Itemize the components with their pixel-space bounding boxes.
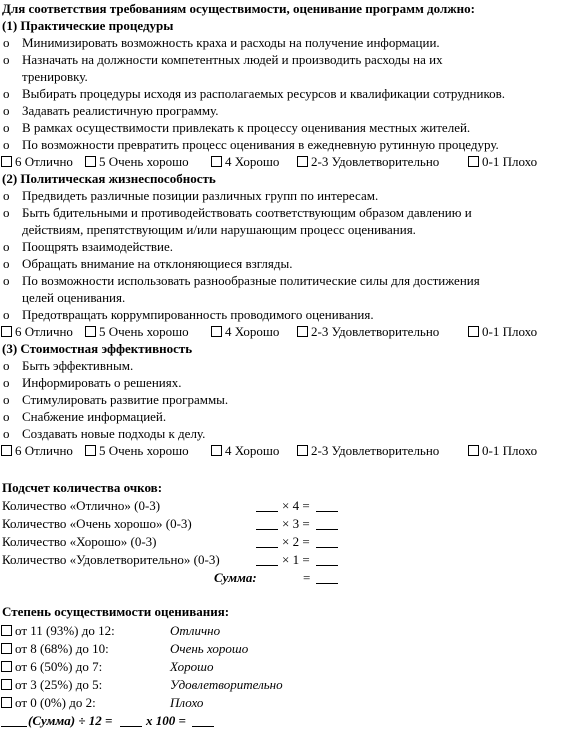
bullet-icon: o bbox=[3, 103, 10, 118]
scoring-label: Количество «Хорошо» (0-3) bbox=[2, 534, 157, 549]
rating-option-label: 2-3 Удовлетворительно bbox=[311, 443, 440, 458]
scoring-label: Количество «Отлично» (0-3) bbox=[2, 498, 161, 513]
formula-blank[interactable] bbox=[120, 714, 142, 727]
checkbox-icon[interactable] bbox=[1, 697, 12, 708]
rating-option-label: 4 Хорошо bbox=[225, 443, 280, 458]
degree-range: от 6 (50%) до 7: bbox=[15, 659, 103, 674]
rating-option-label: 6 Отлично bbox=[15, 443, 73, 458]
checkbox-icon[interactable] bbox=[85, 445, 96, 456]
list-item: Минимизировать возможность краха и расходы на получение информации. bbox=[22, 35, 440, 50]
bullet-icon: o bbox=[3, 426, 10, 441]
rating-option-label: 6 Отлично bbox=[15, 154, 73, 169]
bullet-icon: o bbox=[3, 52, 10, 67]
degree-row[interactable] bbox=[1, 695, 96, 711]
count-blank[interactable] bbox=[256, 535, 278, 548]
rating-option-label: 5 Очень хорошо bbox=[99, 443, 189, 458]
checkbox-icon[interactable] bbox=[211, 326, 222, 337]
rating-option-label: 0-1 Плохо bbox=[482, 324, 538, 339]
count-blank[interactable] bbox=[256, 499, 278, 512]
bullet-icon: o bbox=[3, 307, 10, 322]
rating-option-label: 2-3 Удовлетворительно bbox=[311, 324, 440, 339]
checkbox-icon[interactable] bbox=[1, 643, 12, 654]
rating-option[interactable] bbox=[1, 443, 73, 459]
rating-option-label: 5 Очень хорошо bbox=[99, 324, 189, 339]
checkbox-icon[interactable] bbox=[85, 326, 96, 337]
checkbox-icon[interactable] bbox=[297, 326, 308, 337]
multiplier: × 2 = bbox=[282, 534, 310, 549]
score-blank[interactable] bbox=[316, 553, 338, 566]
list-item: Снабжение информацией. bbox=[22, 409, 167, 424]
score-blank[interactable] bbox=[316, 535, 338, 548]
list-item: Создавать новые подходы к делу. bbox=[22, 426, 206, 441]
rating-option[interactable] bbox=[468, 443, 537, 459]
section-heading: (2) Политическая жизнеспособность bbox=[2, 171, 216, 186]
rating-option-label: 2-3 Удовлетворительно bbox=[311, 154, 440, 169]
list-item: Назначать на должности компетентных людей и производить расходы на их bbox=[22, 52, 443, 67]
rating-option-label: 0-1 Плохо bbox=[482, 154, 538, 169]
degree-row[interactable] bbox=[1, 659, 102, 675]
checkbox-icon[interactable] bbox=[468, 326, 479, 337]
degree-row[interactable] bbox=[1, 677, 102, 693]
degree-grade: Отлично bbox=[170, 623, 221, 638]
formula-text: x 100 = bbox=[146, 713, 186, 728]
multiplier: × 4 = bbox=[282, 498, 310, 513]
rating-option[interactable] bbox=[297, 324, 439, 340]
count-blank[interactable] bbox=[256, 517, 278, 530]
checkbox-icon[interactable] bbox=[1, 445, 12, 456]
bullet-icon: o bbox=[3, 375, 10, 390]
rating-option[interactable] bbox=[1, 324, 73, 340]
score-blank[interactable] bbox=[316, 517, 338, 530]
degree-heading: Степень осуществимости оценивания: bbox=[2, 604, 230, 619]
rating-option-label: 0-1 Плохо bbox=[482, 443, 538, 458]
formula-blank[interactable] bbox=[1, 714, 27, 727]
bullet-icon: o bbox=[3, 137, 10, 152]
rating-option[interactable] bbox=[468, 324, 537, 340]
degree-range: от 0 (0%) до 2: bbox=[15, 695, 96, 710]
formula-blank[interactable] bbox=[192, 714, 214, 727]
checkbox-icon[interactable] bbox=[297, 156, 308, 167]
scoring-heading: Подсчет количества очков: bbox=[2, 480, 163, 495]
degree-grade: Хорошо bbox=[170, 659, 214, 674]
list-item: Предотвращать коррумпированность проводимого оценивания. bbox=[22, 307, 374, 322]
bullet-icon: o bbox=[3, 392, 10, 407]
checkbox-icon[interactable] bbox=[1, 326, 12, 337]
degree-range: от 11 (93%) до 12: bbox=[15, 623, 115, 638]
list-item: Задавать реалистичную программу. bbox=[22, 103, 219, 118]
rating-option[interactable] bbox=[297, 154, 439, 170]
checkbox-icon[interactable] bbox=[468, 156, 479, 167]
scoring-label: Количество «Удовлетворительно» (0-3) bbox=[2, 552, 220, 567]
checkbox-icon[interactable] bbox=[211, 445, 222, 456]
sum-blank[interactable] bbox=[316, 571, 338, 584]
bullet-icon: o bbox=[3, 188, 10, 203]
list-item: Быть бдительными и противодействовать соответствующим образом давлению и bbox=[22, 205, 472, 220]
rating-option[interactable] bbox=[85, 324, 189, 340]
checkbox-icon[interactable] bbox=[85, 156, 96, 167]
bullet-icon: o bbox=[3, 273, 10, 288]
rating-option[interactable] bbox=[1, 154, 73, 170]
score-blank[interactable] bbox=[316, 499, 338, 512]
sum-equals: = bbox=[303, 570, 311, 585]
bullet-icon: o bbox=[3, 120, 10, 135]
multiplier: × 3 = bbox=[282, 516, 310, 531]
list-item: Информировать о решениях. bbox=[22, 375, 182, 390]
bullet-icon: o bbox=[3, 256, 10, 271]
list-item: тренировку. bbox=[22, 69, 88, 84]
list-item: Поощрять взаимодействие. bbox=[22, 239, 173, 254]
degree-row[interactable] bbox=[1, 641, 109, 657]
bullet-icon: o bbox=[3, 205, 10, 220]
checkbox-icon[interactable] bbox=[1, 661, 12, 672]
bullet-icon: o bbox=[3, 35, 10, 50]
document-title: Для соответствия требованиям осуществимости, оценивание программ должно: bbox=[2, 1, 475, 16]
rating-option-label: 6 Отлично bbox=[15, 324, 73, 339]
scoring-label: Количество «Очень хорошо» (0-3) bbox=[2, 516, 192, 531]
section-heading: (1) Практические процедуры bbox=[2, 18, 174, 33]
list-item: В рамках осуществимости привлекать к процессу оценивания местных жителей. bbox=[22, 120, 471, 135]
checkbox-icon[interactable] bbox=[211, 156, 222, 167]
section-heading: (3) Стоимостная эффективность bbox=[2, 341, 193, 356]
checkbox-icon[interactable] bbox=[468, 445, 479, 456]
rating-option-label: 4 Хорошо bbox=[225, 324, 280, 339]
checkbox-icon[interactable] bbox=[1, 156, 12, 167]
count-blank[interactable] bbox=[256, 553, 278, 566]
degree-grade: Удовлетворительно bbox=[170, 677, 283, 692]
degree-range: от 8 (68%) до 10: bbox=[15, 641, 109, 656]
checkbox-icon[interactable] bbox=[297, 445, 308, 456]
degree-row[interactable] bbox=[1, 623, 115, 639]
list-item: По возможности превратить процесс оценивания в ежедневную рутинную процедуру. bbox=[22, 137, 499, 152]
checkbox-icon[interactable] bbox=[1, 625, 12, 636]
bullet-icon: o bbox=[3, 358, 10, 373]
list-item: Предвидеть различные позиции различных групп по интересам. bbox=[22, 188, 379, 203]
degree-grade: Очень хорошо bbox=[170, 641, 249, 656]
bullet-icon: o bbox=[3, 239, 10, 254]
rating-option[interactable] bbox=[211, 154, 279, 170]
checkbox-icon[interactable] bbox=[1, 679, 12, 690]
list-item: целей оценивания. bbox=[22, 290, 126, 305]
rating-option[interactable] bbox=[297, 443, 439, 459]
bullet-icon: o bbox=[3, 409, 10, 424]
rating-option[interactable] bbox=[85, 154, 189, 170]
rating-option-label: 5 Очень хорошо bbox=[99, 154, 189, 169]
rating-option[interactable] bbox=[211, 443, 279, 459]
formula-text: (Сумма) ÷ 12 = bbox=[28, 713, 113, 728]
rating-option[interactable] bbox=[211, 324, 279, 340]
rating-option-label: 4 Хорошо bbox=[225, 154, 280, 169]
list-item: Быть эффективным. bbox=[22, 358, 134, 373]
list-item: Выбирать процедуры исходя из располагаемых ресурсов и квалификации сотрудников. bbox=[22, 86, 505, 101]
sum-label: Сумма: bbox=[214, 570, 257, 585]
degree-grade: Плохо bbox=[170, 695, 204, 710]
list-item: действиям, препятствующим и/или нарушающим процесс оценивания. bbox=[22, 222, 416, 237]
rating-option[interactable] bbox=[468, 154, 537, 170]
bullet-icon: o bbox=[3, 86, 10, 101]
multiplier: × 1 = bbox=[282, 552, 310, 567]
degree-range: от 3 (25%) до 5: bbox=[15, 677, 103, 692]
list-item: По возможности использовать разнообразные политические силы для достижения bbox=[22, 273, 480, 288]
list-item: Стимулировать развитие программы. bbox=[22, 392, 229, 407]
rating-option[interactable] bbox=[85, 443, 189, 459]
list-item: Обращать внимание на отклоняющиеся взгляды. bbox=[22, 256, 293, 271]
